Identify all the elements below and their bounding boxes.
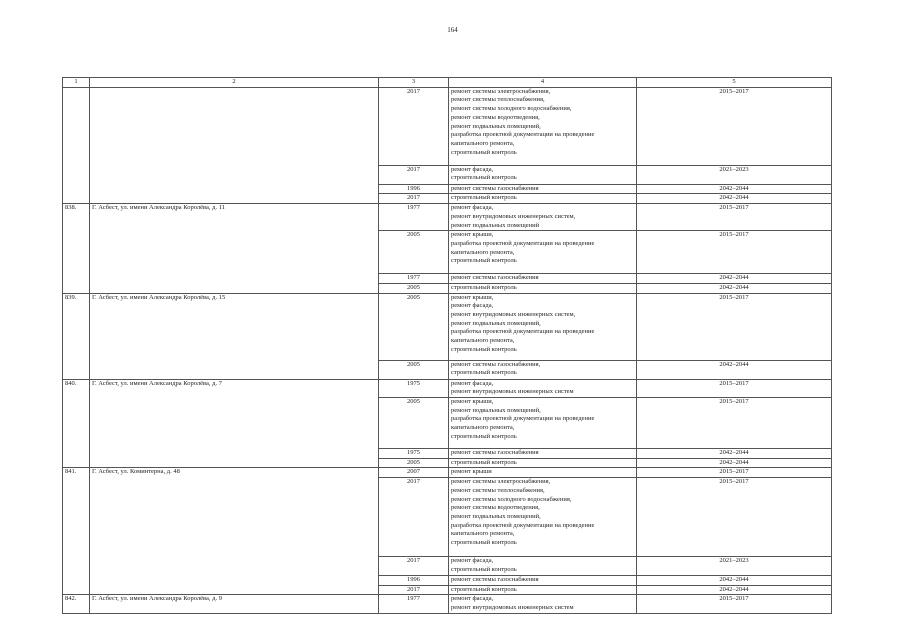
period-cell: 2042–2044 — [637, 458, 832, 468]
header-cell-year: 3 — [379, 78, 449, 88]
work-line: ремонт крыши, — [451, 231, 494, 239]
work-line: строительный контроль — [451, 585, 517, 593]
work-line: разработка проектной документации на проведение — [451, 239, 595, 247]
address-cell — [90, 87, 379, 203]
work-line: ремонт фасада, — [451, 165, 494, 173]
work-line: ремонт подвальных помещений, — [451, 122, 541, 130]
year-cell: 1977 — [379, 204, 449, 231]
work-line: ремонт крыши — [451, 468, 492, 476]
works-cell — [449, 478, 637, 557]
works-cell — [449, 458, 637, 468]
works-cell — [449, 575, 637, 585]
work-line: строительный контроль — [451, 432, 517, 440]
works-cell — [449, 595, 637, 614]
work-line: строительный контроль — [451, 283, 517, 291]
year-cell: 2017 — [379, 194, 449, 204]
works-cell — [449, 165, 637, 184]
work-line: капитального ремонта, — [451, 139, 515, 147]
period-cell: 2042–2044 — [637, 184, 832, 194]
row-number — [63, 87, 90, 203]
year-cell: 2005 — [379, 360, 449, 379]
row-number: 841. — [63, 468, 90, 595]
year-cell: 2017 — [379, 87, 449, 165]
period-cell: 2015–2017 — [637, 398, 832, 449]
work-line: ремонт системы водоотведения, — [451, 113, 540, 121]
work-line: ремонт системы газоснабжения — [451, 184, 539, 192]
address-cell: Г. Асбест, ул. имени Александра Королёва, д. 15 — [90, 293, 379, 379]
work-line: ремонт внутридомовых инженерных систем, — [451, 311, 576, 319]
work-line: ремонт системы водоотведения, — [451, 504, 540, 512]
work-line: строительный контроль — [451, 257, 517, 265]
header-cell-works: 4 — [449, 78, 637, 88]
table-header — [63, 78, 832, 88]
work-line: ремонт системы газоснабжения — [451, 274, 539, 282]
work-line: ремонт системы холодного водоснабжения, — [451, 495, 572, 503]
work-line: ремонт системы теплоснабжения, — [451, 96, 545, 104]
works-cell — [449, 274, 637, 284]
works-cell — [449, 398, 637, 449]
work-line: ремонт системы газоснабжения — [451, 575, 539, 583]
table-row — [63, 468, 832, 478]
period-cell: 2015–2017 — [637, 379, 832, 397]
work-line: строительный контроль — [451, 345, 517, 353]
work-line: строительный контроль — [451, 148, 517, 156]
work-line: ремонт фасада, — [451, 379, 494, 387]
work-line: ремонт фасада, — [451, 204, 494, 212]
works-cell — [449, 87, 637, 165]
period-cell: 2042–2044 — [637, 575, 832, 585]
period-cell: 2042–2044 — [637, 283, 832, 293]
period-cell: 2015–2017 — [637, 478, 832, 557]
year-cell: 2017 — [379, 557, 449, 575]
header-cell-number: 1 — [63, 78, 90, 88]
work-line: строительный контроль — [451, 539, 517, 547]
header-row — [63, 78, 832, 88]
work-line: капитального ремонта, — [451, 248, 515, 256]
work-line: капитального ремонта, — [451, 424, 515, 432]
row-number: 839. — [63, 293, 90, 379]
works-cell — [449, 449, 637, 459]
period-cell: 2015–2017 — [637, 231, 832, 274]
period-cell: 2015–2017 — [637, 468, 832, 478]
works-cell — [449, 283, 637, 293]
row-number: 842. — [63, 595, 90, 614]
period-cell: 2015–2017 — [637, 204, 832, 231]
work-line: капитального ремонта, — [451, 337, 515, 345]
period-cell: 2015–2017 — [637, 87, 832, 165]
year-cell: 2005 — [379, 231, 449, 274]
year-cell: 2017 — [379, 165, 449, 184]
repair-schedule-table — [62, 77, 832, 614]
work-line: ремонт крыши, — [451, 293, 494, 301]
year-cell: 1977 — [379, 595, 449, 614]
work-line: разработка проектной документации на проведение — [451, 328, 595, 336]
period-cell: 2042–2044 — [637, 585, 832, 595]
table-body — [63, 87, 832, 614]
header-cell-period: 5 — [637, 78, 832, 88]
table-row — [63, 293, 832, 360]
year-cell: 2005 — [379, 458, 449, 468]
work-line: ремонт подвальных помещений, — [451, 512, 541, 520]
address-cell: Г. Асбест, ул. имени Александра Королёва, д. 11 — [90, 204, 379, 294]
year-cell: 2017 — [379, 585, 449, 595]
work-line: ремонт фасада, — [451, 302, 494, 310]
work-line: ремонт системы газоснабжения — [451, 449, 539, 457]
works-cell — [449, 194, 637, 204]
works-cell — [449, 585, 637, 595]
table-row — [63, 87, 832, 165]
period-cell: 2015–2017 — [637, 293, 832, 360]
works-cell — [449, 184, 637, 194]
works-cell — [449, 360, 637, 379]
period-cell: 2042–2044 — [637, 360, 832, 379]
row-number: 840. — [63, 379, 90, 468]
work-line: строительный контроль — [451, 565, 517, 573]
work-line: строительный контроль — [451, 194, 517, 202]
work-line: строительный контроль — [451, 369, 517, 377]
work-line: ремонт фасада, — [451, 557, 494, 565]
work-line: ремонт подвальных помещений, — [451, 319, 541, 327]
year-cell: 1975 — [379, 449, 449, 459]
work-line: ремонт внутридомовых инженерных систем, — [451, 212, 576, 220]
work-line: ремонт внутридомовых инженерных систем — [451, 388, 574, 396]
work-line: строительный контроль — [451, 174, 517, 182]
period-cell: 2015–2017 — [637, 595, 832, 614]
period-cell: 2021–2023 — [637, 557, 832, 575]
work-line: разработка проектной документации на проведение — [451, 131, 595, 139]
works-cell — [449, 293, 637, 360]
work-line: капитального ремонта, — [451, 530, 515, 538]
year-cell: 2017 — [379, 478, 449, 557]
year-cell: 2005 — [379, 283, 449, 293]
address-cell: Г. Асбест, ул. имени Александра Королёва, д. 9 — [90, 595, 379, 614]
works-cell — [449, 557, 637, 575]
year-cell: 1996 — [379, 575, 449, 585]
table-row — [63, 595, 832, 614]
table-row — [63, 379, 832, 397]
year-cell: 2005 — [379, 398, 449, 449]
works-cell — [449, 379, 637, 397]
works-cell — [449, 204, 637, 231]
year-cell: 2005 — [379, 293, 449, 360]
table-row — [63, 204, 832, 231]
period-cell: 2042–2044 — [637, 194, 832, 204]
page-number: 164 — [447, 26, 458, 34]
work-line: ремонт подвальных помещений, — [451, 406, 541, 414]
period-cell: 2042–2044 — [637, 274, 832, 284]
work-line: ремонт системы газоснабжения, — [451, 360, 541, 368]
year-cell: 2007 — [379, 468, 449, 478]
work-line: ремонт подвальных помещений — [451, 221, 540, 229]
works-cell — [449, 468, 637, 478]
year-cell: 1977 — [379, 274, 449, 284]
work-line: ремонт фасада, — [451, 595, 494, 603]
period-cell: 2021–2023 — [637, 165, 832, 184]
header-cell-address: 2 — [90, 78, 379, 88]
address-cell: Г. Асбест, ул. Коминтерна, д. 48 — [90, 468, 379, 595]
work-line: ремонт системы электроснабжения, — [451, 478, 551, 486]
period-cell: 2042–2044 — [637, 449, 832, 459]
work-line: разработка проектной документации на проведение — [451, 415, 595, 423]
works-cell — [449, 231, 637, 274]
work-line: ремонт системы теплоснабжения, — [451, 486, 545, 494]
work-line: ремонт системы электроснабжения, — [451, 87, 551, 95]
work-line: ремонт системы холодного водоснабжения, — [451, 105, 572, 113]
work-line: ремонт внутридомовых инженерных систем — [451, 603, 574, 611]
row-number: 838. — [63, 204, 90, 294]
work-line: строительный контроль — [451, 458, 517, 466]
year-cell: 1975 — [379, 379, 449, 397]
work-line: разработка проектной документации на проведение — [451, 521, 595, 529]
address-cell: Г. Асбест, ул. имени Александра Королёва, д. 7 — [90, 379, 379, 468]
work-line: ремонт крыши, — [451, 398, 494, 406]
year-cell: 1996 — [379, 184, 449, 194]
